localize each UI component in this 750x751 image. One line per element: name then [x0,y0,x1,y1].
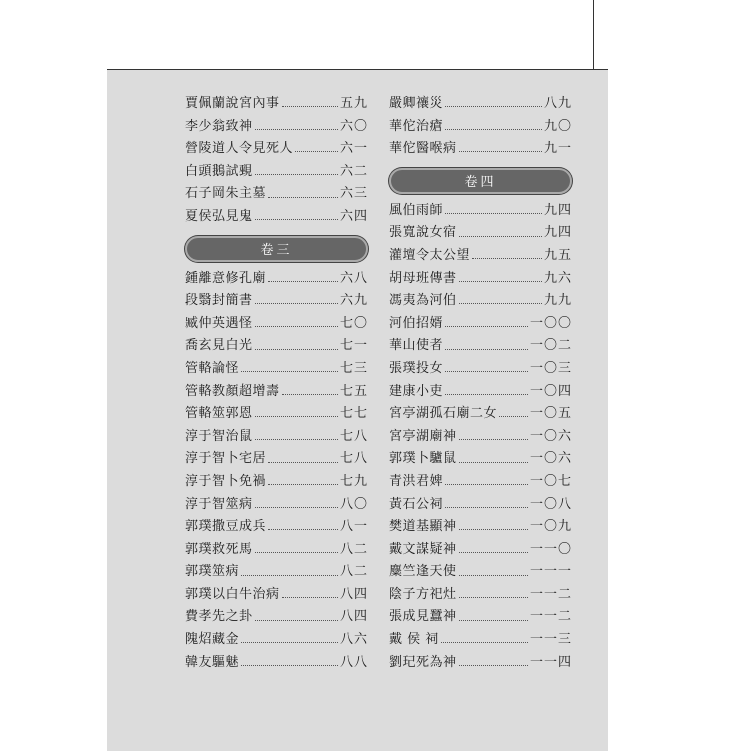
dot-leader [268,483,338,485]
toc-entry-page-number: 一〇五 [529,406,572,422]
toc-entry-page-number: 七七 [339,406,368,422]
toc-entry-title: 馮夷為河伯 [389,293,457,309]
toc-entry [389,267,572,290]
toc-entry [389,199,572,222]
toc-entry-page-number: 六四 [339,208,368,224]
dot-leader [255,551,338,553]
dot-leader [459,280,542,282]
toc-entry-title: 華山使者 [389,338,444,354]
toc-entry [389,244,572,267]
left-column [185,92,368,673]
toc-entry-title: 營陵道人令見死人 [185,141,294,157]
toc-entry-title: 嚴卿禳災 [389,96,444,111]
toc-entry-page-number: 一〇七 [529,473,572,489]
toc-entry [185,267,368,290]
toc-entry [185,583,368,606]
toc-entry-page-number: 八二 [339,564,368,580]
toc-entry-page-number: 一〇八 [529,496,572,512]
toc-entry [389,334,572,357]
dot-leader [459,551,528,553]
dot-leader [459,150,542,152]
toc-entry-title: 灌壇令太公望 [389,247,471,263]
toc-entry-title: 郭璞以白牛治病 [185,586,280,602]
toc-entry-page-number: 六〇 [339,118,368,134]
dot-leader [459,528,528,530]
toc-entry-title: 華佗治瘡 [389,118,444,134]
toc-entry-page-number: 八八 [339,654,368,670]
toc-entry-title: 陰子方祀灶 [389,586,457,602]
toc-entry [185,334,368,357]
toc-entry-title: 宮亭湖廟神 [389,428,457,444]
toc-entry-title: 張璞投女 [389,360,444,376]
toc-entry [185,402,368,425]
right-column [389,92,572,673]
dot-leader [255,506,338,508]
toc-entry-page-number: 一〇九 [529,519,572,535]
toc-entry-page-number: 九一 [543,141,572,157]
toc-entry [389,651,572,674]
dot-leader [445,348,528,350]
toc-entry [389,470,572,493]
toc-entry-title: 淳于智治鼠 [185,428,253,444]
dot-leader [295,150,338,152]
toc-entry-title: 郭璞救死馬 [185,541,253,557]
toc-entry-title: 賈佩蘭說宮內事 [185,96,280,111]
toc-entry-page-number: 七一 [339,338,368,354]
dot-leader [241,574,338,576]
toc-entry-title: 青洪君婢 [389,473,444,489]
dot-leader [445,393,528,395]
toc-entry-page-number: 九九 [543,293,572,309]
dot-leader [241,664,338,666]
toc-entry-page-number: 一〇二 [529,338,572,354]
toc-entry-title: 河伯招婿 [389,315,444,331]
toc-entry-page-number: 七五 [339,383,368,399]
toc-entry-page-number: 八六 [339,632,368,648]
left-entries-top [185,92,368,228]
dot-leader [268,196,338,198]
toc-entry [185,538,368,561]
toc-entry [185,182,368,205]
toc-entry-title: 喬玄見白光 [185,338,253,354]
dot-leader [499,415,528,417]
toc-entry-title: 郭璞撒豆成兵 [185,519,267,535]
toc-entry [185,651,368,674]
dot-leader [255,348,338,350]
toc-entry-page-number: 一一二 [529,609,572,625]
toc-entry [185,605,368,628]
dot-leader [268,461,338,463]
toc-entry-page-number: 八九 [543,96,572,111]
dot-leader [255,173,338,175]
dot-leader [441,641,528,643]
dot-leader [255,325,338,327]
toc-entry [185,115,368,138]
toc-entry [389,137,572,160]
dot-leader [459,235,542,237]
toc-entry-title: 費孝先之卦 [185,609,253,625]
toc-entry-title: 郭璞筮病 [185,564,240,580]
right-entries-bottom [389,199,572,673]
toc-entry-title: 管輅教顏超增壽 [185,383,280,399]
toc-entry-title: 石子岡朱主墓 [185,186,267,202]
toc-entry-page-number: 六一 [339,141,368,157]
toc-entry-title: 管輅論怪 [185,360,240,376]
toc-entry-title: 淳于智卜宅居 [185,451,267,467]
toc-entry-page-number: 七〇 [339,315,368,331]
dot-leader [255,128,338,130]
toc-entry-page-number: 一一四 [529,654,572,670]
toc-entry [389,221,572,244]
toc-entry [185,357,368,380]
toc-entry-page-number: 一〇四 [529,383,572,399]
toc-entry-title: 鍾離意修孔廟 [185,270,267,286]
toc-entry [185,92,368,115]
dot-leader [255,415,338,417]
toc-entry [185,515,368,538]
dot-leader [459,664,528,666]
toc-entry-page-number: 一一〇 [529,541,572,557]
toc-entry-page-number: 一一三 [529,632,572,648]
toc-entry-title: 戴 侯 祠 [389,632,439,648]
crop-mark-line [593,0,594,70]
toc-entry-page-number: 一〇三 [529,360,572,376]
toc-entry-page-number: 一一二 [529,586,572,602]
toc-entry-title: 淳于智卜免禍 [185,473,267,489]
toc-entry [389,493,572,516]
toc-entry-page-number: 八〇 [339,496,368,512]
dot-leader [268,528,338,530]
toc-entry [185,425,368,448]
toc-entry [185,493,368,516]
toc-entry-page-number: 一〇六 [529,428,572,444]
dot-leader [445,483,528,485]
toc-entry-page-number: 八二 [339,541,368,557]
toc-entry [389,538,572,561]
dot-leader [241,370,338,372]
toc-entry [185,380,368,403]
toc-entry-title: 淳于智筮病 [185,496,253,512]
toc-entry [389,402,572,425]
toc-entry-title: 張寬說女宿 [389,225,457,241]
dot-leader [255,438,338,440]
toc-entry-page-number: 七八 [339,428,368,444]
dot-leader [282,393,338,395]
toc-entry-page-number: 八四 [339,609,368,625]
dot-leader [459,302,542,304]
table-of-contents-page [107,69,608,751]
toc-entry [389,560,572,583]
toc-entry [389,515,572,538]
dot-leader [282,596,338,598]
section-header-juan-san: 卷三 [185,236,368,262]
toc-entry-page-number: 九四 [543,225,572,241]
toc-entry-page-number: 六三 [339,186,368,202]
toc-entry [389,289,572,312]
dot-leader [472,257,542,259]
toc-entry-title: 宮亭湖孤石廟二女 [389,406,498,422]
dot-leader [255,302,338,304]
dot-leader [445,212,542,214]
toc-entry-title: 段翳封簡書 [185,293,253,309]
toc-entry-title: 郭璞卜驢鼠 [389,451,457,467]
toc-entry [389,357,572,380]
toc-entry [185,205,368,228]
toc-entry-page-number: 六八 [339,270,368,286]
toc-entry-title: 建康小吏 [389,383,444,399]
toc-entry-title: 麋竺逢天使 [389,564,457,580]
toc-entry-title: 管輅筮郭恩 [185,406,253,422]
dot-leader [282,105,338,107]
toc-entry-page-number: 九五 [543,247,572,263]
toc-entry [389,92,572,115]
dot-leader [445,506,528,508]
dot-leader [459,619,528,621]
dot-leader [459,574,528,576]
toc-entry-title: 白頭鵝試覡 [185,163,253,179]
toc-entry-page-number: 九〇 [543,118,572,134]
toc-entry [185,137,368,160]
toc-entry [185,160,368,183]
dot-leader [459,461,528,463]
left-entries-bottom [185,267,368,674]
toc-entry-title: 隗炤藏金 [185,632,240,648]
dot-leader [255,218,338,220]
toc-entry-page-number: 八一 [339,519,368,535]
toc-entry [185,560,368,583]
section-header-juan-si: 卷四 [389,168,572,194]
toc-entry-title: 風伯雨師 [389,202,444,218]
toc-entry-page-number: 七八 [339,451,368,467]
toc-entry-page-number: 七九 [339,473,368,489]
toc-entry-title: 華佗醫喉病 [389,141,457,157]
dot-leader [255,619,338,621]
toc-entry [389,628,572,651]
toc-entry [389,425,572,448]
toc-entry-title: 臧仲英遇怪 [185,315,253,331]
toc-entry [185,447,368,470]
dot-leader [241,641,338,643]
dot-leader [445,128,542,130]
toc-entry-title: 夏侯弘見鬼 [185,208,253,224]
toc-entry [389,605,572,628]
toc-entry-title: 韓友驅魅 [185,654,240,670]
toc-entry-page-number: 九四 [543,202,572,218]
toc-entry-page-number: 六二 [339,163,368,179]
toc-entry [389,312,572,335]
toc-entry-page-number: 一〇〇 [529,315,572,331]
toc-entry [389,447,572,470]
right-entries-top [389,92,572,160]
toc-entry-title: 樊道基顯神 [389,519,457,535]
dot-leader [459,596,528,598]
toc-entry [185,628,368,651]
toc-entry-page-number: 五九 [339,96,368,111]
toc-entry-page-number: 六九 [339,293,368,309]
toc-entry [389,583,572,606]
dot-leader [445,325,528,327]
toc-entry-page-number: 九六 [543,270,572,286]
toc-entry [389,115,572,138]
toc-entry [185,470,368,493]
toc-entry-page-number: 七三 [339,360,368,376]
toc-entry-title: 胡母班傳書 [389,270,457,286]
toc-entry-page-number: 一一一 [529,564,572,580]
toc-entry-page-number: 八四 [339,586,368,602]
dot-leader [459,438,528,440]
toc-entry-title: 張成見蠶神 [389,609,457,625]
toc-entry [389,380,572,403]
dot-leader [445,370,528,372]
toc-entry-title: 戴文謀疑神 [389,541,457,557]
dot-leader [268,280,338,282]
toc-entry-title: 黃石公祠 [389,496,444,512]
toc-entry-title: 劉玘死為神 [389,654,457,670]
toc-entry [185,312,368,335]
toc-entry-page-number: 一〇六 [529,451,572,467]
dot-leader [445,105,542,107]
toc-entry-title: 李少翁致神 [185,118,253,134]
toc-entry [185,289,368,312]
